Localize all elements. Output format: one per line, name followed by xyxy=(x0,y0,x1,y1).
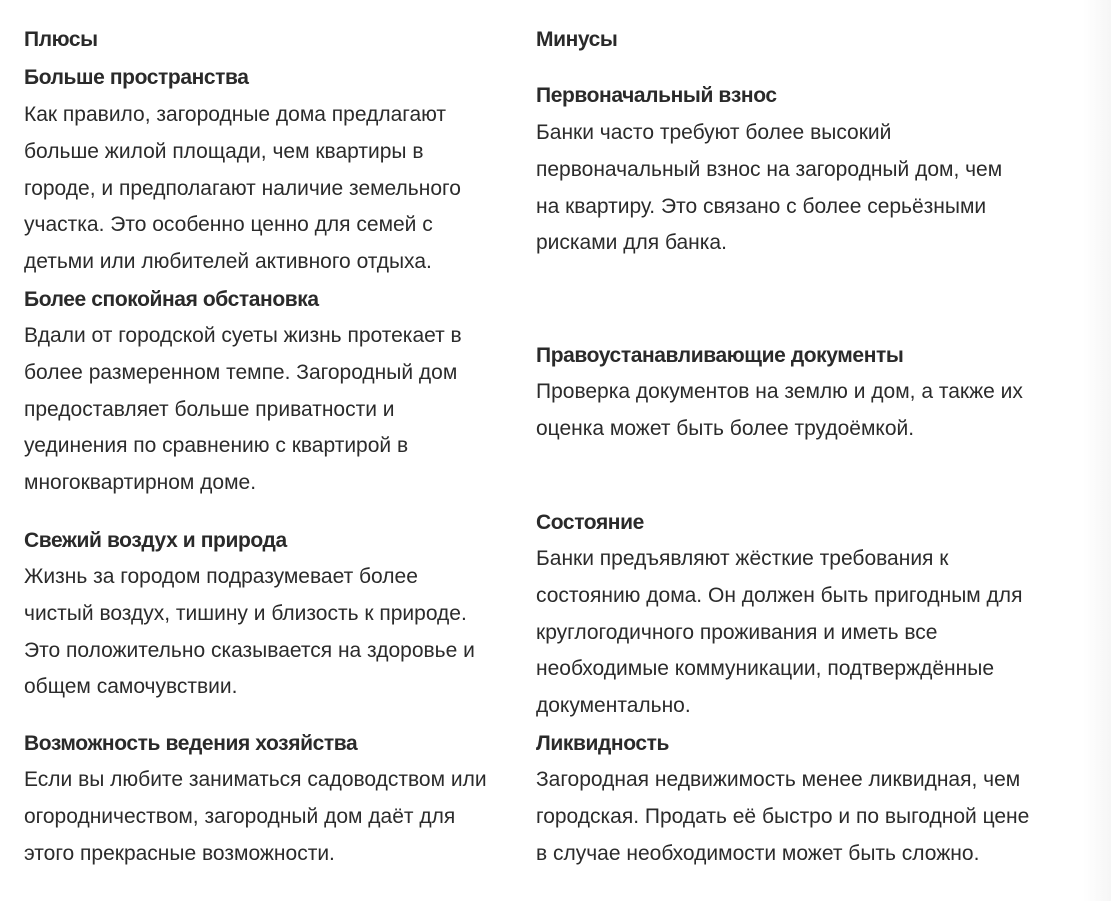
text-line: Банки часто требуют более высокий xyxy=(536,121,892,144)
text-line: огородничеством, загородный дом даёт для xyxy=(24,804,456,828)
cons-section-text xyxy=(536,374,1023,448)
text-line: общем самочувствии. xyxy=(24,675,238,699)
cons-section-title: Правоустанавливающие документы xyxy=(536,344,904,367)
text-line: первоначальный взнос на загородный дом, чем xyxy=(536,157,1003,181)
cons-heading: Минусы xyxy=(536,28,618,51)
text-line: предоставляет больше приватности и xyxy=(24,397,395,421)
text-line: уединения по сравнению с квартирой в xyxy=(24,434,409,458)
text-line: многоквартирном доме. xyxy=(24,471,257,495)
pros-section-text xyxy=(24,559,475,706)
cons-section-title: Первоначальный взнос xyxy=(536,84,777,107)
text-line: состоянию дома. Он должен быть пригодным для xyxy=(536,583,1023,607)
right-edge-shade xyxy=(1083,0,1111,901)
pros-section-text xyxy=(24,762,487,872)
text-line: Проверка документов на землю и дом, а также их xyxy=(536,380,1023,403)
pros-section-text xyxy=(24,318,462,502)
text-line: Если вы любите заниматься садоводством или xyxy=(24,768,487,791)
text-line: рисками для банка. xyxy=(536,231,727,255)
cons-section-title: Ликвидность xyxy=(536,732,670,755)
text-line: Это положительно сказывается на здоровье и xyxy=(24,638,475,662)
text-line: на квартиру. Это связано с более серьёзными xyxy=(536,194,987,218)
pros-section-title: Более спокойная обстановка xyxy=(24,288,319,311)
pros-section-title: Возможность ведения хозяйства xyxy=(24,732,358,755)
cons-section-title: Состояние xyxy=(536,511,644,534)
text-line: Вдали от городской суеты жизнь протекает в xyxy=(24,324,462,347)
pros-heading: Плюсы xyxy=(24,28,98,51)
text-line: Банки предъявляют жёсткие требования к xyxy=(536,547,949,570)
pros-section-text xyxy=(24,97,461,281)
text-line: Загородная недвижимость менее ликвидная, чем xyxy=(536,768,1021,791)
text-line: документально. xyxy=(536,694,691,718)
cons-section-text xyxy=(536,541,1022,725)
text-line: Как правило, загородные дома предлагают xyxy=(24,103,447,126)
text-line: этого прекрасные возможности. xyxy=(24,841,335,865)
cons-section-text xyxy=(536,762,1029,872)
text-line: участка. Это особенно ценно для семей с xyxy=(24,213,433,237)
text-line: необходимые коммуникации, подтверждённые xyxy=(536,657,995,681)
pros-section-title: Свежий воздух и природа xyxy=(24,529,287,552)
text-line: городе, и предполагают наличие земельного xyxy=(24,176,461,200)
text-line: детьми или любителей активного отдыха. xyxy=(24,250,432,274)
text-line: в случае необходимости может быть сложно. xyxy=(536,841,980,865)
text-line: Жизнь за городом подразумевает более xyxy=(24,565,418,588)
text-line: круглогодичного проживания и иметь все xyxy=(536,620,938,644)
cons-section-text xyxy=(536,115,1002,262)
pros-section-title: Больше пространства xyxy=(24,66,249,89)
text-line: более размеренном темпе. Загородный дом xyxy=(24,360,458,384)
text-line: больше жилой площади, чем квартиры в xyxy=(24,139,424,163)
text-line: оценка может быть более трудоёмкой. xyxy=(536,416,915,440)
text-line: городская. Продать её быстро и по выгодной цене xyxy=(536,804,1030,828)
text-line: чистый воздух, тишину и близость к природе. xyxy=(24,601,467,625)
